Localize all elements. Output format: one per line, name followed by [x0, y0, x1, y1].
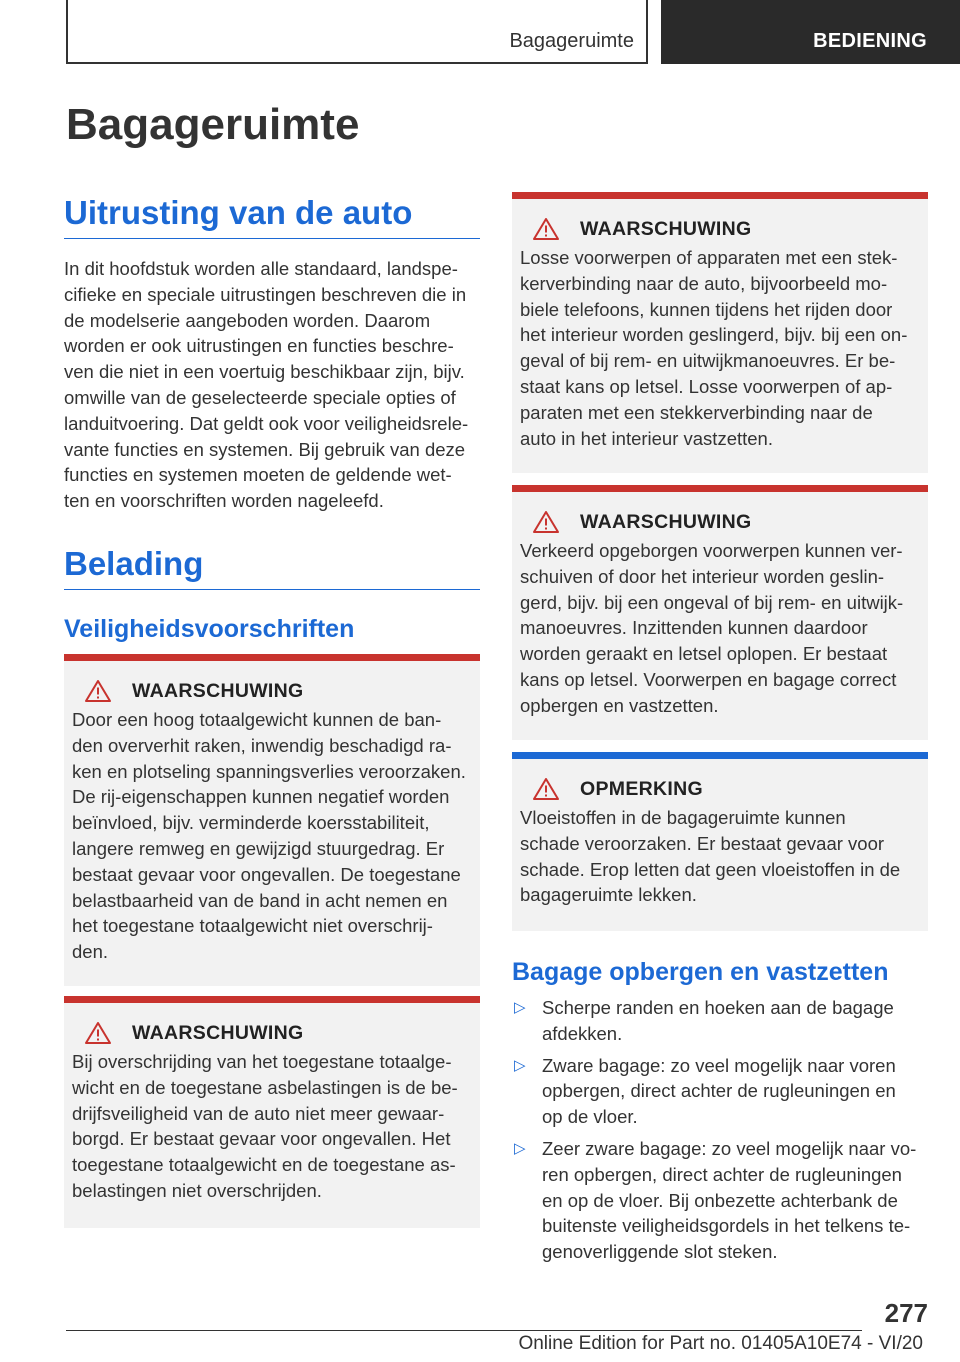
note-text [520, 805, 920, 908]
text-line: biele telefoons, kunnen tijdens het rijden door [520, 298, 893, 320]
note-title: OPMERKING [580, 777, 703, 800]
text-line: kerverbinding naar de auto, bijvoorbeeld mo- [520, 272, 888, 294]
text-line: gerd, bijv. bij een ongeval of bij rem- en uitwijk- [520, 591, 904, 613]
warning-title: WAARSCHUWING [132, 1021, 304, 1044]
warning-text [72, 707, 472, 965]
warning-triangle-icon [532, 510, 560, 534]
header-section-tab [66, 0, 648, 64]
text-line: In dit hoofdstuk worden alle standaard, landspe- [64, 258, 458, 279]
list-item [512, 1136, 928, 1265]
text-line: bagageruimte lekken. [520, 884, 697, 906]
text-line: het interieur worden geslingerd, bijv. bij een on- [520, 324, 908, 346]
text-line: ten en voorschriften worden nageleefd. [64, 490, 384, 512]
list-item [512, 995, 928, 1047]
text-line: en op de vloer. Bij onbezette achterbank de [542, 1189, 898, 1211]
footer-divider [66, 1330, 862, 1331]
warning-text [520, 538, 920, 719]
text-line: de modelserie aangeboden worden. Daarom [64, 309, 431, 331]
text-line: cifieke en speciale uitrustingen beschreven die in [64, 283, 467, 305]
text-line: ven die niet in een voertuig beschikbaar zijn, bijv. [64, 361, 465, 383]
text-line: opbergen, direct achter de rugleuningen en [542, 1080, 896, 1102]
page-title: Bagageruimte [66, 100, 360, 149]
warning-triangle-icon [532, 777, 560, 801]
triangle-bullet-icon: ▷ [514, 999, 526, 1016]
text-line: De rij-eigenschappen kunnen negatief worden [72, 786, 450, 808]
warning-box-axle-loads [64, 996, 480, 1228]
text-line: beïnvloed, bijv. verminderde koersstabiliteit, [72, 812, 430, 834]
triangle-bullet-icon: ▷ [514, 1139, 526, 1157]
text-line: schuiven of door het interieur worden geslin- [520, 565, 885, 587]
warning-title: WAARSCHUWING [132, 679, 304, 702]
subheading-stowing: Bagage opbergen en vastzetten [512, 958, 889, 986]
text-line: Scherpe randen en hoeken aan de bagage [542, 997, 894, 1018]
text-line: landuitvoering. Dat geldt ook voor veiligheidsrele- [64, 412, 469, 434]
warning-title: WAARSCHUWING [580, 217, 752, 240]
warning-header [84, 679, 472, 703]
note-header [532, 777, 920, 801]
text-line: Bij overschrijding van het toegestane totaalge- [72, 1051, 452, 1072]
header-section-label: Bagageruimte [509, 30, 634, 52]
warning-triangle-icon [84, 1021, 112, 1045]
text-line: worden er ook uitrustingen en functies beschre- [64, 335, 454, 357]
text-line: belastbaarheid van de band in acht nemen en [72, 889, 448, 911]
footer-edition: Online Edition for Part no. 01405A10E74 - VI/20 [518, 1333, 923, 1354]
warning-text [520, 245, 920, 451]
warning-header [532, 510, 920, 534]
header-chapter-label: BEDIENING [813, 30, 927, 52]
warning-title: WAARSCHUWING [580, 510, 752, 533]
text-line: het toegestane totaalgewicht niet overschrij- [72, 915, 433, 937]
text-line: den. [72, 941, 109, 963]
list-item [512, 1053, 928, 1130]
warning-triangle-icon [532, 217, 560, 241]
warning-header [84, 1021, 472, 1045]
subheading-safety-rules: Veiligheidsvoorschriften [64, 615, 355, 643]
text-line: Verkeerd opgeborgen voorwerpen kunnen ver- [520, 540, 903, 561]
text-line: functies en systemen moeten de geldende wet- [64, 464, 452, 486]
text-line: staat kans op letsel. Losse voorwerpen of ap- [520, 375, 893, 397]
warning-box-total-weight [64, 654, 480, 986]
text-line: schade veroorzaken. Er bestaat gevaar voor [520, 832, 885, 854]
text-line: ken en plotseling spanningsverlies veroorzaken. [72, 760, 466, 782]
warning-text [72, 1049, 472, 1204]
header-chapter-tab [661, 0, 960, 64]
text-line: opbergen en vastzetten. [520, 694, 719, 716]
section-heading-loading: Belading [64, 545, 480, 590]
text-line: belastingen niet overschrijden. [72, 1179, 322, 1201]
stowing-list [512, 995, 928, 1271]
warning-box-loose-objects [512, 192, 928, 473]
text-line: vante functies en systemen. Bij gebruik van deze [64, 438, 466, 460]
text-line: Zware bagage: zo veel mogelijk naar voren [542, 1054, 896, 1076]
text-line: auto in het interieur vastzetten. [520, 427, 773, 449]
text-line: Losse voorwerpen of apparaten met een stek- [520, 247, 898, 268]
text-line: geval of bij rem- en uitwijkmanoeuvres. Er be- [520, 350, 896, 372]
text-line: kans op letsel. Voorwerpen en bagage correct [520, 668, 897, 690]
text-line: Door een hoog totaalgewicht kunnen de ban- [72, 709, 442, 730]
text-line: omwille van de geselecteerde speciale opties of [64, 386, 456, 408]
equipment-paragraph [64, 256, 480, 514]
text-line: wicht en de toegestane asbelastingen is de be- [72, 1076, 458, 1098]
text-line: Vloeistoffen in de bagageruimte kunnen [520, 807, 846, 828]
text-line: borgd. Er bestaat gevaar voor ongevallen. Het [72, 1128, 451, 1150]
warning-box-stowed-objects [512, 485, 928, 740]
page-number: 277 [884, 1298, 928, 1328]
text-line: ren opbergen, direct achter de rugleuningen [542, 1163, 902, 1185]
text-line: schade. Erop letten dat geen vloeistoffen in de [520, 858, 901, 880]
section-heading-equipment: Uitrusting van de auto [64, 194, 480, 239]
warning-header [532, 217, 920, 241]
text-line: drijfsveiligheid van de auto niet meer gewaar- [72, 1102, 445, 1124]
text-line: afdekken. [542, 1022, 623, 1044]
text-line: manoeuvres. Inzittenden kunnen daardoor [520, 617, 868, 639]
text-line: den oververhit raken, inwendig beschadigd ra- [72, 734, 452, 756]
warning-triangle-icon [84, 679, 112, 703]
note-box-liquids [512, 752, 928, 931]
text-line: Zeer zware bagage: zo veel mogelijk naar vo- [542, 1137, 917, 1159]
text-line: worden geraakt en letsel oplopen. Er bestaat [520, 643, 888, 665]
text-line: bestaat gevaar voor ongevallen. De toegestane [72, 863, 461, 885]
text-line: buitenste veiligheidsgordels in het telkens te- [542, 1215, 911, 1237]
triangle-bullet-icon: ▷ [514, 1056, 526, 1074]
text-line: toegestane totaalgewicht en de toegestane as- [72, 1154, 456, 1176]
text-line: op de vloer. [542, 1106, 638, 1128]
text-line: langere remweg en gewijzigd stuurgedrag. Er [72, 837, 445, 859]
text-line: paraten met een stekkerverbinding naar de [520, 401, 873, 423]
text-line: genoverliggende slot steken. [542, 1241, 778, 1263]
